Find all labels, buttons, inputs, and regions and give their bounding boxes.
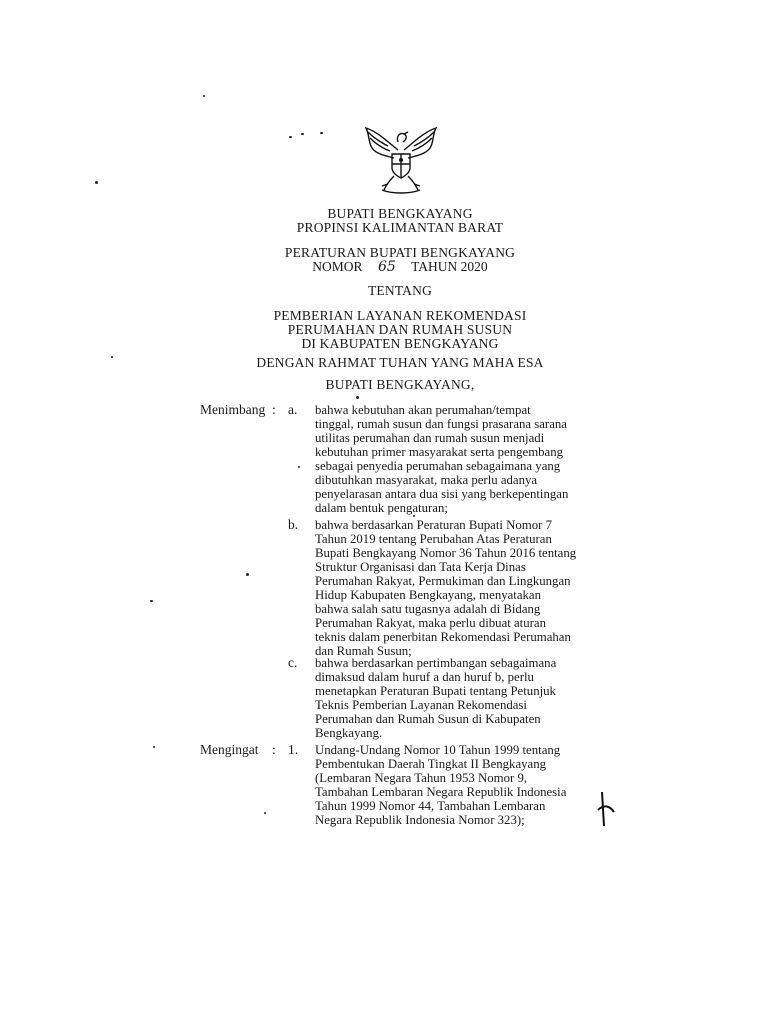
text-line: dibutuhkan masyarakat, maka perlu adanya [315, 473, 538, 487]
scan-speck [289, 136, 292, 138]
text-line: bahwa salah satu tugasnya adalah di Bidang [315, 602, 541, 616]
scan-speck [246, 573, 249, 576]
text-line: Undang-Undang Nomor 10 Tahun 1999 tentang [315, 743, 561, 757]
subject-line-2: PERUMAHAN DAN RUMAH SUSUN [287, 322, 513, 337]
subject-line-3: DI KABUPATEN BENGKAYANG [301, 336, 499, 351]
text-line: Tahun 1999 Nomor 44, Tambahan Lembaran [315, 799, 546, 813]
scan-speck [150, 600, 153, 602]
paraf-mark-icon [594, 790, 618, 830]
mengingat-label: Mengingat [200, 742, 259, 757]
text-line: utilitas perumahan dan rumah susun menjadi [315, 431, 545, 445]
text-line: Perumahan Rakyat, Permukiman dan Lingkungan [315, 574, 571, 588]
text-line: Negara Republik Indonesia Nomor 323); [315, 813, 525, 827]
scan-speck [111, 356, 113, 358]
menimbang-item-a [315, 403, 599, 515]
text-line: Pembentukan Daerah Tingkat II Bengkayang [315, 757, 547, 771]
menimbang-item-c [315, 656, 599, 740]
text-line: kebutuhan primer masyarakat serta pengembang [315, 445, 564, 459]
text-line: Perumahan Rakyat, maka perlu dibuat aturan [315, 616, 546, 630]
bupati-line: BUPATI BENGKAYANG, [325, 377, 475, 392]
mengingat-colon: : [272, 742, 276, 757]
text-line: Bupati Bengkayang Nomor 36 Tahun 2016 tentang [315, 546, 577, 560]
text-line: tinggal, rumah susun dan fungsi prasarana sarana [315, 417, 567, 431]
text-line: Bengkayang. [315, 726, 383, 740]
mengingat-item-1 [315, 743, 599, 827]
text-line: Tambahan Lembaran Negara Republik Indonesia [315, 785, 567, 799]
item-marker: a. [288, 402, 298, 417]
text-line: (Lembaran Negara Tahun 1953 Nomor 9, [315, 771, 528, 785]
text-line: dimaksud dalam huruf a dan huruf b, perlu [315, 670, 534, 684]
scan-speck [413, 515, 415, 517]
text-line: dalam bentuk pengaturan; [315, 501, 448, 515]
scan-speck [203, 95, 205, 97]
scan-speck [153, 746, 155, 748]
text-line: Hidup Kabupaten Bengkayang, menyatakan [315, 588, 542, 602]
menimbang-label: Menimbang [200, 402, 266, 417]
rahmat-line: DENGAN RAHMAT TUHAN YANG MAHA ESA [256, 355, 544, 370]
item-marker: b. [288, 517, 299, 532]
province-title: PROPINSI KALIMANTAN BARAT [296, 220, 504, 235]
authority-title: BUPATI BENGKAYANG [327, 206, 473, 221]
scan-speck [356, 396, 359, 399]
nomor-row [200, 259, 600, 275]
text-line: teknis dalam penerbitan Rekomendasi Perumahan [315, 630, 571, 644]
scan-speck [298, 466, 300, 468]
menimbang-item-b [315, 518, 599, 658]
tahun-label: TAHUN 2020 [411, 259, 488, 274]
menimbang-colon: : [272, 402, 276, 417]
item-marker: 1. [288, 742, 299, 757]
text-line: bahwa berdasarkan Peraturan Bupati Nomor 7 [315, 518, 553, 532]
nomor-handwritten-value: 65 [377, 259, 396, 275]
garuda-emblem-icon [358, 120, 444, 196]
text-line: sebagai penyedia perumahan sebagaimana yang [315, 459, 561, 473]
text-line: menetapkan Peraturan Bupati tentang Petunjuk [315, 684, 556, 698]
text-line: Teknis Pemberian Layanan Rekomendasi [315, 698, 527, 712]
text-line: dan Rumah Susun; [315, 644, 412, 658]
scan-speck [301, 133, 304, 135]
text-line: Perumahan dan Rumah Susun di Kabupaten [315, 712, 541, 726]
text-line: bahwa kebutuhan akan perumahan/tempat [315, 403, 531, 417]
text-line: Struktur Organisasi dan Tata Kerja Dinas [315, 560, 526, 574]
scan-speck [95, 181, 98, 184]
nomor-label: NOMOR [312, 259, 363, 274]
regulation-title: PERATURAN BUPATI BENGKAYANG [284, 245, 516, 260]
scan-speck [264, 812, 266, 814]
item-marker: c. [288, 655, 298, 670]
scan-speck [320, 132, 323, 134]
text-line: penyelarasan antara dua sisi yang berkepentingan [315, 487, 569, 501]
subject-line-1: PEMBERIAN LAYANAN REKOMENDASI [273, 308, 527, 323]
text-line: Tahun 2019 tentang Perubahan Atas Peraturan [315, 532, 552, 546]
text-line: bahwa berdasarkan pertimbangan sebagaimana [315, 656, 557, 670]
tentang-heading: TENTANG [367, 283, 433, 298]
